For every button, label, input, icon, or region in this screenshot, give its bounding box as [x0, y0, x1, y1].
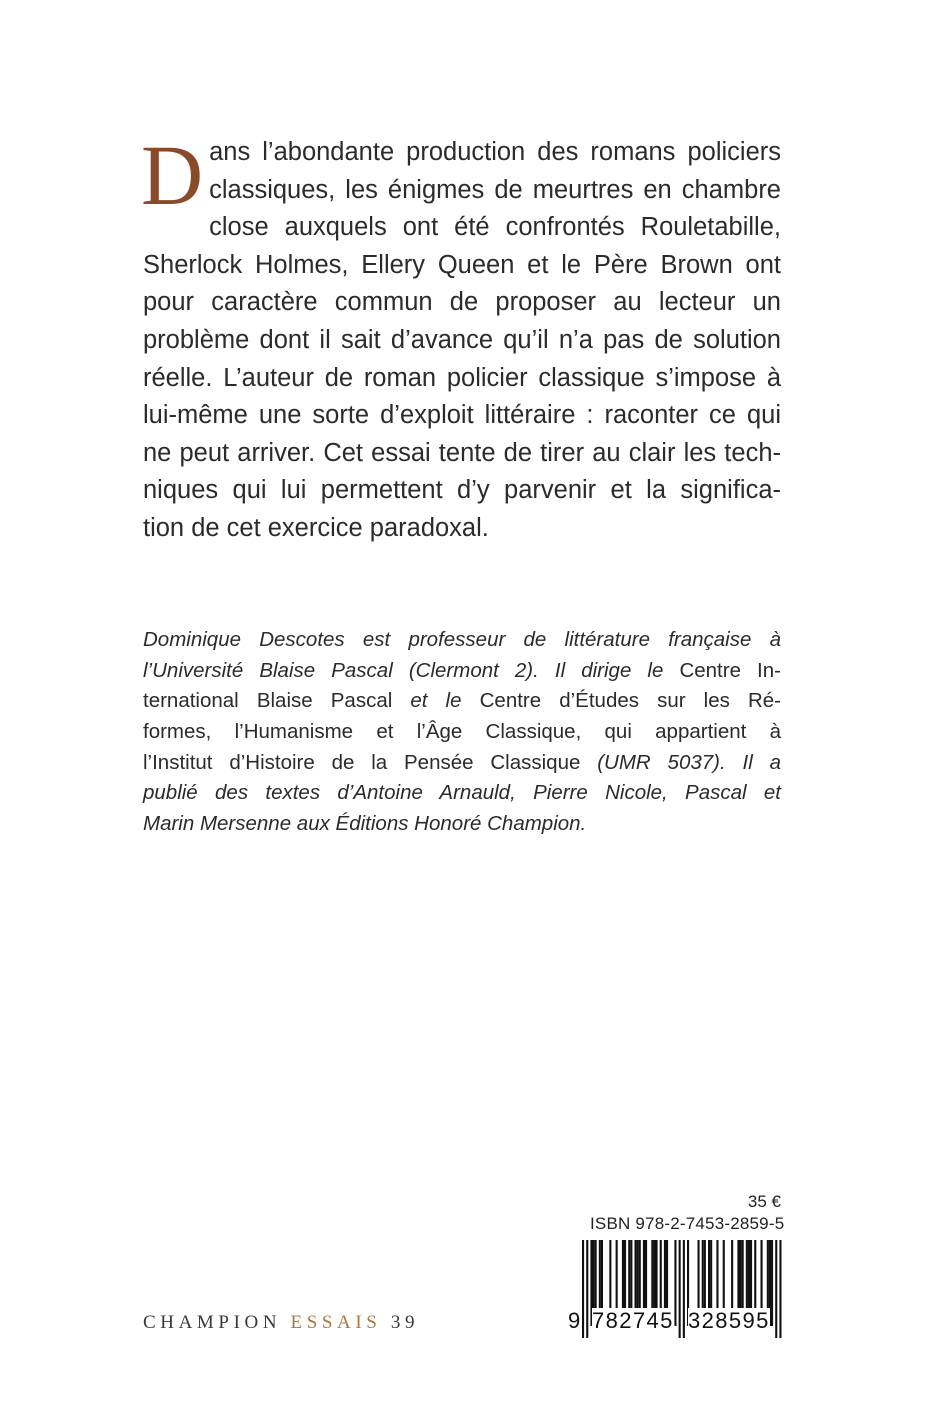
summary-line: niques qui lui permettent d’y parvenir et la significa- — [143, 476, 781, 505]
bio-text-italic: et le — [410, 689, 462, 713]
bio-institution: Centre In- — [679, 658, 781, 682]
summary-paragraph — [141, 127, 781, 548]
bio-institution: Centre d’Études sur les Ré- — [479, 689, 781, 713]
summary-line: tion de cet exercice paradoxal. — [143, 513, 489, 542]
bio-line: publié des textes d’Antoine Arnauld, Pierre Nicole, Pascal et — [143, 781, 781, 805]
barcode-first-digit: 9 — [568, 1308, 582, 1333]
barcode-bar — [582, 1240, 584, 1338]
series-number: 39 — [390, 1312, 420, 1333]
barcode-bar — [779, 1240, 781, 1338]
summary-line: ans l’abondante production des romans policiers — [209, 138, 781, 166]
barcode-bar — [683, 1240, 685, 1338]
summary-line: ne peut arriver. Cet essai tente de tirer au clair les tech- — [143, 438, 781, 467]
barcode-bar — [771, 1240, 773, 1326]
barcode-bar — [674, 1240, 676, 1326]
summary-line: Sherlock Holmes, Ellery Queen et le Père Brown ont — [143, 250, 781, 279]
summary-line: pour caractère commun de proposer au lecteur un — [143, 288, 781, 317]
barcode-right-digits: 328595 — [688, 1308, 770, 1333]
bio-text-italic: l’Université Blaise Pascal (Clermont 2). Il dirige le — [143, 658, 664, 682]
series-collection: ESSAIS — [290, 1312, 382, 1333]
bio-institution: ternational Blaise Pascal — [143, 689, 393, 713]
author-bio — [143, 625, 781, 840]
bio-institution: l’Institut d’Histoire de la Pensée Classique — [143, 750, 581, 774]
barcode-bar — [679, 1240, 681, 1338]
isbn-label: ISBN 978-2-7453-2859-5 — [590, 1214, 785, 1233]
bio-line — [143, 748, 781, 779]
drop-cap: D — [141, 127, 204, 223]
bio-line — [143, 656, 781, 687]
summary-line: classiques, les énigmes de meurtres en chambre — [209, 175, 781, 204]
price-label: 35 € — [747, 1192, 781, 1211]
summary-line: close auxquels ont été confrontés Rouletabille, — [209, 213, 781, 242]
summary-line: problème dont il sait d’avance qu’il n’a pas de solution — [143, 325, 781, 354]
bio-line — [143, 686, 781, 717]
series-publisher: CHAMPION — [143, 1312, 282, 1333]
barcode-bar — [775, 1240, 777, 1338]
barcode-bar — [586, 1240, 588, 1338]
bio-line: formes, l’Humanisme et l’Âge Classique, qui appartient à — [143, 720, 781, 744]
series-imprint — [143, 1312, 419, 1334]
bio-line: Dominique Descotes est professeur de littérature française à — [143, 628, 781, 651]
bio-text-italic: (UMR 5037). Il a — [597, 750, 781, 774]
barcode-left-digits: 782745 — [592, 1308, 674, 1333]
summary-line: réelle. L’auteur de roman policier classique s’impose à — [143, 363, 781, 392]
summary-line: lui-même une sorte d’exploit littéraire : raconter ce qui — [143, 401, 781, 430]
bio-line: Marin Mersenne aux Éditions Honoré Champion. — [143, 812, 587, 836]
